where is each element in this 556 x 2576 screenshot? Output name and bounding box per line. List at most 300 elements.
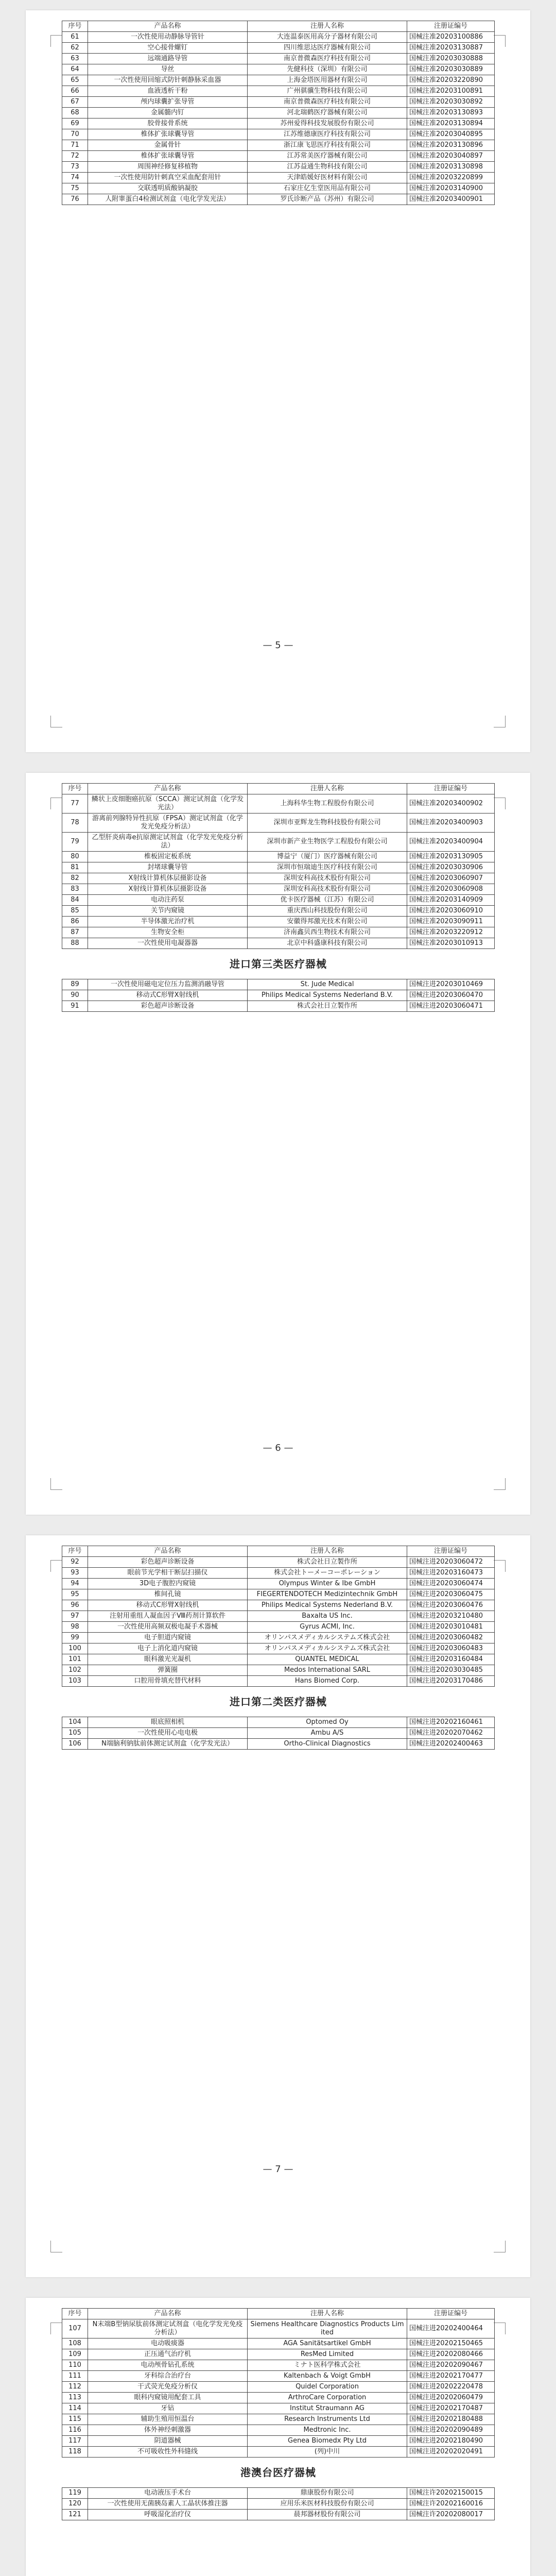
certificate-number-cell: 国械注进20202400463	[407, 1739, 495, 1750]
registrant-cell: Institut Straumann AG	[248, 2403, 407, 2414]
table-row	[62, 173, 495, 183]
table-row	[62, 1557, 495, 1568]
certificate-number-cell: 国械注准20203030892	[407, 97, 495, 108]
table-header-row	[62, 2309, 495, 2319]
certificate-number-cell: 国械注进20203060483	[407, 1643, 495, 1654]
product-name-cell: 3D电子腹腔内窥镜	[88, 1579, 248, 1589]
certificate-number-cell: 国械注许20202080017	[407, 2510, 495, 2520]
product-name-cell: 乙型肝炎病毒e抗原测定试剂盒（化学发光免疫分析法）	[88, 833, 248, 852]
registrant-cell: 深圳安科高技术股份有限公司	[248, 884, 407, 895]
table-row	[62, 2360, 495, 2371]
certificate-number-cell: 国械注进20202220478	[407, 2382, 495, 2393]
certificate-number-cell: 国械注准20203220912	[407, 927, 495, 938]
serial-number-cell: 65	[62, 75, 88, 86]
certificate-number-cell: 国械注准20203040895	[407, 129, 495, 140]
serial-number-cell: 92	[62, 1557, 88, 1568]
serial-number-cell: 106	[62, 1739, 88, 1750]
serial-number-cell: 97	[62, 1611, 88, 1622]
certificate-number-cell: 国械注进20202400464	[407, 2319, 495, 2338]
registrant-cell: 应用乐米医材科技股份有限公司	[248, 2499, 407, 2510]
table-row	[62, 917, 495, 927]
table-row	[62, 54, 495, 64]
registrant-cell: 重庆西山科技股份有限公司	[248, 906, 407, 917]
serial-number-cell: 103	[62, 1676, 88, 1687]
registrant-cell: 深圳市新产业生物医学工程股份有限公司	[248, 833, 407, 852]
registrant-cell: 南京普微森医疗科技有限公司	[248, 97, 407, 108]
table-row	[62, 1654, 495, 1665]
product-name-cell: 体外神经刺激器	[88, 2425, 248, 2436]
table-row	[62, 873, 495, 884]
registrant-cell: 济南鑫贝西生物技术有限公司	[248, 927, 407, 938]
registrant-cell: Ortho-Clinical Diagnostics	[248, 1739, 407, 1750]
registrant-cell: FIEGERTENDOTECH Medizintechnik GmbH	[248, 1589, 407, 1600]
product-name-cell: 移动式C形臂X射线机	[88, 990, 248, 1001]
product-name-cell: 电动吸痰器	[88, 2338, 248, 2349]
registrant-cell: 优卡医疗器械（江苏）有限公司	[248, 895, 407, 906]
registrant-cell: 江苏维德康医疗科技有限公司	[248, 129, 407, 140]
serial-number-cell: 108	[62, 2338, 88, 2349]
serial-number-cell: 66	[62, 86, 88, 97]
certificate-number-cell: 国械注进20203010469	[407, 979, 495, 990]
page-number: — 7 —	[263, 2164, 293, 2175]
serial-number-cell: 100	[62, 1643, 88, 1654]
table-row	[62, 884, 495, 895]
column-header: 序号	[62, 21, 88, 32]
serial-number-cell: 110	[62, 2360, 88, 2371]
table-row	[62, 2338, 495, 2349]
certificate-number-cell: 国械注进20203060475	[407, 1589, 495, 1600]
product-name-cell: 弹簧圈	[88, 1665, 248, 1676]
table-row	[62, 1579, 495, 1589]
product-name-cell: 交联透明质酸钠凝胶	[88, 183, 248, 194]
certificate-number-cell: 国械注准20203100891	[407, 86, 495, 97]
table-header-row	[62, 1546, 495, 1557]
serial-number-cell: 109	[62, 2349, 88, 2360]
serial-number-cell: 74	[62, 173, 88, 183]
product-name-cell: 颅内球囊扩张导管	[88, 97, 248, 108]
serial-number-cell: 72	[62, 151, 88, 162]
registrant-cell: 上海科华生物工程股份有限公司	[248, 794, 407, 814]
column-header: 产品名称	[88, 2309, 248, 2319]
table-row	[62, 183, 495, 194]
registrant-cell: QUANTEL MEDICAL	[248, 1654, 407, 1665]
registrant-cell: 广州骐骥生物科技有限公司	[248, 86, 407, 97]
certificate-number-cell: 国械注准20203060908	[407, 884, 495, 895]
column-header: 注册人名称	[248, 1546, 407, 1557]
table-row	[62, 140, 495, 151]
serial-number-cell: 71	[62, 140, 88, 151]
product-name-cell: 移动式C形臂X射线机	[88, 1600, 248, 1611]
serial-number-cell: 113	[62, 2393, 88, 2403]
product-name-cell: 电动液压手术台	[88, 2488, 248, 2499]
registrant-cell: Optomed Oy	[248, 1717, 407, 1728]
registration-table	[62, 2308, 495, 2520]
serial-number-cell: 114	[62, 2403, 88, 2414]
certificate-number-cell: 国械注进20202170487	[407, 2403, 495, 2414]
registrant-cell: Hans Biomed Corp.	[248, 1676, 407, 1687]
column-header: 产品名称	[88, 1546, 248, 1557]
page-corner-mark	[50, 2241, 62, 2252]
registrant-cell: Kaltenbach & Voigt GmbH	[248, 2371, 407, 2382]
table-row	[62, 1611, 495, 1622]
product-name-cell: 鳞状上皮细胞癌抗原（SCCA）测定试剂盒（化学发光法）	[88, 794, 248, 814]
serial-number-cell: 75	[62, 183, 88, 194]
table-row	[62, 814, 495, 833]
serial-number-cell: 102	[62, 1665, 88, 1676]
page-corner-mark	[494, 798, 506, 809]
serial-number-cell: 70	[62, 129, 88, 140]
registrant-cell: Gyrus ACMI, Inc.	[248, 1622, 407, 1633]
certificate-number-cell: 国械注进20203010481	[407, 1622, 495, 1633]
table-row	[62, 2349, 495, 2360]
serial-number-cell: 62	[62, 43, 88, 54]
registrant-cell: 江苏常美医疗器械有限公司	[248, 151, 407, 162]
certificate-number-cell: 国械注进20202170477	[407, 2371, 495, 2382]
product-name-cell: 金属髓内钉	[88, 108, 248, 118]
page-corner-mark	[50, 35, 62, 47]
column-header: 序号	[62, 2309, 88, 2319]
serial-number-cell: 82	[62, 873, 88, 884]
product-name-cell: 正压通气治疗机	[88, 2349, 248, 2360]
serial-number-cell: 96	[62, 1600, 88, 1611]
registrant-cell: 深圳市恒瑞迪生医疗科技有限公司	[248, 862, 407, 873]
column-header: 注册人名称	[248, 2309, 407, 2319]
table-row	[62, 1001, 495, 1012]
serial-number-cell: 93	[62, 1568, 88, 1579]
document-page-6	[26, 773, 530, 1515]
registrant-cell: Olympus Winter & Ibe GmbH	[248, 1579, 407, 1589]
registrant-cell: 大连温泰医用高分子器材有限公司	[248, 32, 407, 43]
product-name-cell: 辅助生殖用恒温台	[88, 2414, 248, 2425]
document-page-5	[26, 10, 530, 752]
product-name-cell: 注射用重组人凝血因子Ⅷ药剂计算软件	[88, 1611, 248, 1622]
page-corner-mark	[494, 1560, 506, 1572]
product-name-cell: N端脑利钠肽前体测定试剂盒（化学发光法）	[88, 1739, 248, 1750]
page-corner-mark	[50, 2323, 62, 2334]
table-row	[62, 2393, 495, 2403]
product-name-cell: 胶骨接骨系统	[88, 118, 248, 129]
registrant-cell: 先健科技（深圳）有限公司	[248, 64, 407, 75]
table-row	[62, 64, 495, 75]
serial-number-cell: 90	[62, 990, 88, 1001]
serial-number-cell: 91	[62, 1001, 88, 1012]
table-row	[62, 990, 495, 1001]
certificate-number-cell: 国械注许20202150015	[407, 2488, 495, 2499]
certificate-number-cell: 国械注准20203030889	[407, 64, 495, 75]
product-name-cell: 关节内窥镜	[88, 906, 248, 917]
certificate-number-cell: 国械注准20203400902	[407, 794, 495, 814]
serial-number-cell: 79	[62, 833, 88, 852]
table-row	[62, 1643, 495, 1654]
certificate-number-cell: 国械注进20202090467	[407, 2360, 495, 2371]
registrant-cell: 石家庄亿生堂医用品有限公司	[248, 183, 407, 194]
serial-number-cell: 73	[62, 162, 88, 173]
certificate-number-cell: 国械注准20203010913	[407, 938, 495, 949]
registrant-cell: 江苏益通生物科技有限公司	[248, 162, 407, 173]
registrant-cell: Quidel Corporation	[248, 2382, 407, 2393]
certificate-number-cell: 国械注准20203130898	[407, 162, 495, 173]
table-row	[62, 2499, 495, 2510]
certificate-number-cell: 国械注准20203220899	[407, 173, 495, 183]
table-row	[62, 32, 495, 43]
column-header: 注册证编号	[407, 784, 495, 794]
table-header-row	[62, 784, 495, 794]
certificate-number-cell: 国械注准20203090911	[407, 917, 495, 927]
product-name-cell: 椎体扩张球囊导管	[88, 129, 248, 140]
serial-number-cell: 88	[62, 938, 88, 949]
registrant-cell: Genea Biomedx Pty Ltd	[248, 2436, 407, 2447]
registrant-cell: 深圳市亚辉龙生物科技股份有限公司	[248, 814, 407, 833]
page-corner-mark	[494, 1478, 506, 1490]
registrant-cell: 博益宁（厦门）医疗器械有限公司	[248, 852, 407, 862]
table-row	[62, 162, 495, 173]
certificate-number-cell: 国械注准20203030888	[407, 54, 495, 64]
certificate-number-cell: 国械注准20203060910	[407, 906, 495, 917]
table-row	[62, 1739, 495, 1750]
product-name-cell: 呼吸湿化治疗仪	[88, 2510, 248, 2520]
column-header: 注册人名称	[248, 784, 407, 794]
serial-number-cell: 67	[62, 97, 88, 108]
product-name-cell: 一次性使用磁电定位压力监测消融导管	[88, 979, 248, 990]
registration-table	[62, 21, 495, 205]
serial-number-cell: 105	[62, 1728, 88, 1739]
serial-number-cell: 87	[62, 927, 88, 938]
registrant-cell: 罗氏诊断产品（苏州）有限公司	[248, 194, 407, 205]
page-corner-mark	[50, 798, 62, 809]
certificate-number-cell: 国械注进20203060482	[407, 1633, 495, 1643]
product-name-cell: 一次性使用无菌胰岛素人工晶状体推注器	[88, 2499, 248, 2510]
certificate-number-cell: 国械注进20203060471	[407, 1001, 495, 1012]
certificate-number-cell: 国械注进20202150465	[407, 2338, 495, 2349]
product-name-cell: 游离前列腺特异性抗原（FPSA）测定试剂盒（化学发光免疫分析法）	[88, 814, 248, 833]
page-corner-mark	[50, 1478, 62, 1490]
registrant-cell: ResMed Limited	[248, 2349, 407, 2360]
serial-number-cell: 98	[62, 1622, 88, 1633]
certificate-number-cell: 国械注许20202160016	[407, 2499, 495, 2510]
registrant-cell: 天津皓媛好医材料有限公司	[248, 173, 407, 183]
registrant-cell: 株式会社トーメーコーポレーション	[248, 1568, 407, 1579]
registrant-cell: ArthroCare Corporation	[248, 2393, 407, 2403]
serial-number-cell: 119	[62, 2488, 88, 2499]
registrant-cell: 安徽得邦激光技术有限公司	[248, 917, 407, 927]
section-heading-row	[62, 2458, 495, 2488]
table-row	[62, 1676, 495, 1687]
certificate-number-cell: 国械注准20203130905	[407, 852, 495, 862]
registration-table	[62, 783, 495, 1012]
product-name-cell: 一次性使用心电电极	[88, 1728, 248, 1739]
registrant-cell: オリンパスメディカルシステムズ株式会社	[248, 1633, 407, 1643]
product-name-cell: 牙钻	[88, 2403, 248, 2414]
product-name-cell: 周围神经修复移植物	[88, 162, 248, 173]
table-row	[62, 43, 495, 54]
table-row	[62, 2371, 495, 2382]
table-row	[62, 194, 495, 205]
product-name-cell: X射线计算机体层摄影设备	[88, 873, 248, 884]
table-row	[62, 1568, 495, 1579]
serial-number-cell: 104	[62, 1717, 88, 1728]
section-heading-row	[62, 1687, 495, 1717]
certificate-number-cell: 国械注进20202070462	[407, 1728, 495, 1739]
registrant-cell: ミナト医科学株式会社	[248, 2360, 407, 2371]
column-header: 注册证编号	[407, 1546, 495, 1557]
product-name-cell: 眼科内窥镜用配套工具	[88, 2393, 248, 2403]
registrant-cell: Medtronic Inc.	[248, 2425, 407, 2436]
product-name-cell: 眼前节光学相干断层扫描仪	[88, 1568, 248, 1579]
serial-number-cell: 80	[62, 852, 88, 862]
section-heading-row	[62, 949, 495, 979]
table-row	[62, 97, 495, 108]
product-name-cell: 人附睾蛋白4检测试剂盒（电化学发光法）	[88, 194, 248, 205]
serial-number-cell: 94	[62, 1579, 88, 1589]
serial-number-cell: 81	[62, 862, 88, 873]
table-row	[62, 1717, 495, 1728]
page-number: — 6 —	[263, 1443, 293, 1453]
column-header: 产品名称	[88, 784, 248, 794]
certificate-number-cell: 国械注准20203040897	[407, 151, 495, 162]
product-name-cell: 血液透析干粉	[88, 86, 248, 97]
table-row	[62, 906, 495, 917]
registrant-cell: 株式会社日立製作所	[248, 1557, 407, 1568]
table-row	[62, 862, 495, 873]
page-corner-mark	[494, 716, 506, 727]
serial-number-cell: 95	[62, 1589, 88, 1600]
table-row	[62, 1622, 495, 1633]
product-name-cell: 一次性使用防针刺真空采血配套用针	[88, 173, 248, 183]
certificate-number-cell: 国械注准20203060907	[407, 873, 495, 884]
registrant-cell: 深圳安科高技术股份有限公司	[248, 873, 407, 884]
product-name-cell: 椎体扩张球囊导管	[88, 151, 248, 162]
section-heading: 港澳台医疗器械	[240, 2466, 316, 2479]
product-name-cell: 远端通路导管	[88, 54, 248, 64]
certificate-number-cell: 国械注进20203170486	[407, 1676, 495, 1687]
product-name-cell: 椎间孔镜	[88, 1589, 248, 1600]
certificate-number-cell: 国械注进20203060474	[407, 1579, 495, 1589]
page-corner-mark	[50, 716, 62, 727]
table-row	[62, 2488, 495, 2499]
table-row	[62, 1589, 495, 1600]
product-name-cell: 空心接骨螺钉	[88, 43, 248, 54]
certificate-number-cell: 国械注进20202080466	[407, 2349, 495, 2360]
certificate-number-cell: 国械注进20202160461	[407, 1717, 495, 1728]
registrant-cell: St. Jude Medical	[248, 979, 407, 990]
serial-number-cell: 77	[62, 794, 88, 814]
registrant-cell: (列)中川	[248, 2447, 407, 2458]
registrant-cell: 四川维思达医疗器械有限公司	[248, 43, 407, 54]
registrant-cell: Research Instruments Ltd	[248, 2414, 407, 2425]
certificate-number-cell: 国械注进20203060470	[407, 990, 495, 1001]
table-row	[62, 86, 495, 97]
table-row	[62, 129, 495, 140]
certificate-number-cell: 国械注进20202060479	[407, 2393, 495, 2403]
certificate-number-cell: 国械注准20203400901	[407, 194, 495, 205]
registration-table	[62, 1546, 495, 1750]
certificate-number-cell: 国械注进20203030485	[407, 1665, 495, 1676]
product-name-cell: 半导体激光治疗机	[88, 917, 248, 927]
product-name-cell: 阴道器械	[88, 2436, 248, 2447]
serial-number-cell: 76	[62, 194, 88, 205]
serial-number-cell: 83	[62, 884, 88, 895]
certificate-number-cell: 国械注准20203140909	[407, 895, 495, 906]
page-corner-mark	[50, 1560, 62, 1572]
certificate-number-cell: 国械注准20203220890	[407, 75, 495, 86]
product-name-cell: 封堵球囊导管	[88, 862, 248, 873]
table-row	[62, 1633, 495, 1643]
registrant-cell: Philips Medical Systems Nederland B.V.	[248, 990, 407, 1001]
product-name-cell: 电动颅骨钻孔系统	[88, 2360, 248, 2371]
serial-number-cell: 86	[62, 917, 88, 927]
serial-number-cell: 63	[62, 54, 88, 64]
table-row	[62, 108, 495, 118]
table-row	[62, 2447, 495, 2458]
product-name-cell: N末端B型钠尿肽前体测定试剂盒（电化学发光免疫分析法）	[88, 2319, 248, 2338]
registrant-cell: 河北瑞鹤医疗器械有限公司	[248, 108, 407, 118]
registrant-cell: AGA Sanitätsartikel GmbH	[248, 2338, 407, 2349]
registrant-cell: 苏州爱得科技发展股份有限公司	[248, 118, 407, 129]
table-row	[62, 151, 495, 162]
product-name-cell: 一次性使用高频双极电凝手术器械	[88, 1622, 248, 1633]
table-row	[62, 2382, 495, 2393]
section-heading: 进口第三类医疗器械	[230, 958, 327, 970]
certificate-number-cell: 国械注进20202090489	[407, 2425, 495, 2436]
table-row	[62, 2414, 495, 2425]
table-row	[62, 2403, 495, 2414]
product-name-cell: X射线计算机体层摄影设备	[88, 884, 248, 895]
product-name-cell: 电子胆道内窥镜	[88, 1633, 248, 1643]
table-row	[62, 938, 495, 949]
column-header: 序号	[62, 784, 88, 794]
product-name-cell: 一次性使用动静脉导管针	[88, 32, 248, 43]
serial-number-cell: 117	[62, 2436, 88, 2447]
registrant-cell: 浙江康飞思医疗科技有限公司	[248, 140, 407, 151]
table-row	[62, 895, 495, 906]
registrant-cell: 上海金塔医用器材有限公司	[248, 75, 407, 86]
certificate-number-cell: 国械注准20203130893	[407, 108, 495, 118]
column-header: 注册证编号	[407, 2309, 495, 2319]
registrant-cell: Philips Medical Systems Nederland B.V.	[248, 1600, 407, 1611]
certificate-number-cell: 国械注进20203060476	[407, 1600, 495, 1611]
table-row	[62, 75, 495, 86]
registrant-cell: 晨邦器材股份有限公司	[248, 2510, 407, 2520]
serial-number-cell: 99	[62, 1633, 88, 1643]
registrant-cell: 南京普微森医疗科技有限公司	[248, 54, 407, 64]
registrant-cell: Medos International SARL	[248, 1665, 407, 1676]
serial-number-cell: 89	[62, 979, 88, 990]
table-row	[62, 2425, 495, 2436]
page-corner-mark	[494, 35, 506, 47]
serial-number-cell: 61	[62, 32, 88, 43]
registrant-cell: Ambu A/S	[248, 1728, 407, 1739]
table-row	[62, 833, 495, 852]
page-corner-mark	[494, 2323, 506, 2334]
serial-number-cell: 101	[62, 1654, 88, 1665]
product-name-cell: 生物安全柜	[88, 927, 248, 938]
registrant-cell: 北京中科盛康科技有限公司	[248, 938, 407, 949]
table-row	[62, 1665, 495, 1676]
product-name-cell: 金属骨针	[88, 140, 248, 151]
serial-number-cell: 78	[62, 814, 88, 833]
serial-number-cell: 111	[62, 2371, 88, 2382]
serial-number-cell: 121	[62, 2510, 88, 2520]
table-row	[62, 1728, 495, 1739]
product-name-cell: 眼科激光光凝机	[88, 1654, 248, 1665]
product-name-cell: 一次性使用电凝器器	[88, 938, 248, 949]
document-page-8	[26, 2298, 530, 2576]
serial-number-cell: 69	[62, 118, 88, 129]
certificate-number-cell: 国械注准20203130894	[407, 118, 495, 129]
certificate-number-cell: 国械注准20203130887	[407, 43, 495, 54]
serial-number-cell: 118	[62, 2447, 88, 2458]
page-number: — 5 —	[263, 640, 293, 651]
